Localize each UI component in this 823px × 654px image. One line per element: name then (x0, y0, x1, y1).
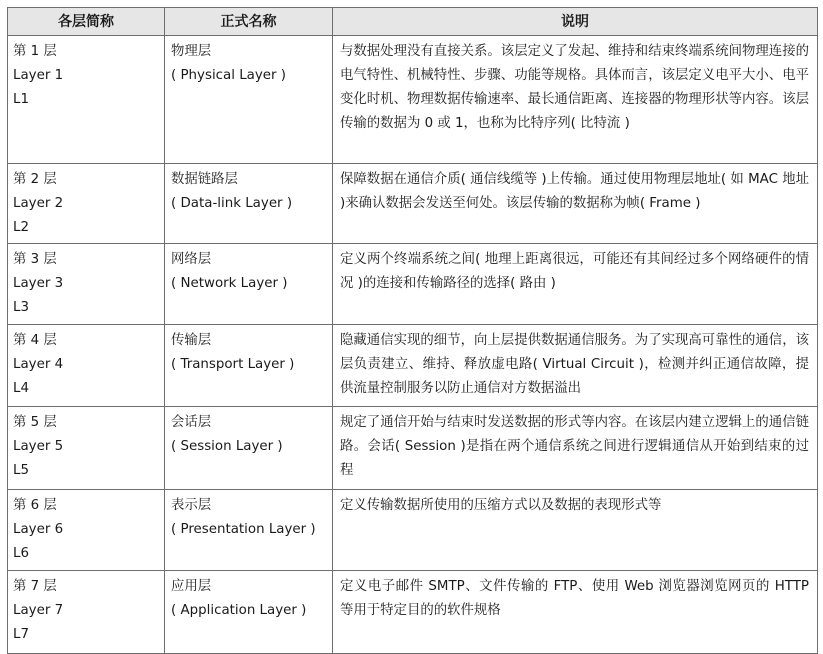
cell-formal-name (165, 36, 333, 164)
osi-layer-table (7, 7, 818, 654)
cell-formal-name (165, 407, 333, 490)
table-row (8, 164, 818, 244)
name-line: ( Transport Layer ) (171, 357, 295, 372)
abbr-line: L6 (13, 546, 29, 561)
cell-formal-name (165, 325, 333, 407)
abbr-line: 第 2 层 (13, 172, 57, 187)
abbr-line: Layer 3 (13, 276, 64, 291)
table-row (8, 325, 818, 407)
abbr-line: Layer 5 (13, 439, 64, 454)
cell-formal-name (165, 244, 333, 325)
cell-formal-name (165, 490, 333, 571)
abbr-line: L7 (13, 627, 29, 642)
name-line: 网络层 (171, 252, 212, 267)
table-row (8, 244, 818, 325)
header-description: 说明 (333, 8, 818, 36)
osi-layer-table-container (7, 7, 817, 654)
name-line: 表示层 (171, 498, 212, 513)
abbr-line: L5 (13, 463, 29, 478)
abbr-line: Layer 2 (13, 196, 64, 211)
name-line: ( Application Layer ) (171, 603, 307, 618)
name-line: 数据链路层 (171, 172, 238, 187)
abbr-line: L4 (13, 381, 29, 396)
abbr-line: 第 5 层 (13, 415, 57, 430)
abbr-line: Layer 1 (13, 68, 64, 83)
abbr-line: Layer 4 (13, 357, 64, 372)
header-formal-name: 正式名称 (165, 8, 333, 36)
name-line: 会话层 (171, 415, 212, 430)
cell-formal-name (165, 571, 333, 654)
abbr-line: L3 (13, 300, 29, 315)
name-line: 应用层 (171, 579, 212, 594)
cell-abbr (8, 407, 165, 490)
abbr-line: 第 4 层 (13, 333, 57, 348)
cell-description: 定义电子邮件 SMTP、文件传输的 FTP、使用 Web 浏览器浏览网页的 HTTP 等用于特定目的的软件规格 (333, 571, 818, 654)
abbr-line: Layer 6 (13, 522, 64, 537)
name-line: ( Network Layer ) (171, 276, 288, 291)
name-line: ( Session Layer ) (171, 439, 283, 454)
cell-abbr (8, 490, 165, 571)
cell-description: 保障数据在通信介质( 通信线缆等 )上传输。通过使用物理层地址( 如 MAC 地址 )来确认数据会发送至何处。该层传输的数据称为帧( Frame ) (333, 164, 818, 244)
name-line: ( Physical Layer ) (171, 68, 287, 83)
cell-abbr (8, 164, 165, 244)
header-abbr: 各层简称 (8, 8, 165, 36)
abbr-line: L2 (13, 220, 29, 235)
cell-abbr (8, 36, 165, 164)
abbr-line: 第 1 层 (13, 44, 57, 59)
abbr-line: 第 7 层 (13, 579, 57, 594)
cell-description: 规定了通信开始与结束时发送数据的形式等内容。在该层内建立逻辑上的通信链路。会话( Session )是指在两个通信系统之间进行逻辑通信从开始到结束的过程 (333, 407, 818, 490)
cell-description: 定义两个终端系统之间( 地理上距离很远，可能还有其间经过多个网络硬件的情况 )的连接和传输路径的选择( 路由 ) (333, 244, 818, 325)
name-line: ( Data-link Layer ) (171, 196, 293, 211)
cell-description: 隐藏通信实现的细节，向上层提供数据通信服务。为了实现高可靠性的通信，该层负责建立、维持、释放虚电路( Virtual Circuit )，检测并纠正通信故障，提供流量控制服务以防止通信对方数据溢出 (333, 325, 818, 407)
cell-formal-name (165, 164, 333, 244)
abbr-line: 第 6 层 (13, 498, 57, 513)
cell-abbr (8, 244, 165, 325)
cell-abbr (8, 571, 165, 654)
cell-description: 与数据处理没有直接关系。该层定义了发起、维持和结束终端系统间物理连接的电气特性、机械特性、步骤、功能等规格。具体而言，该层定义电平大小、电平变化时机、物理数据传输速率、最长通信距离、连接器的物理形状等内容。该层传输的数据为 0 或 1，也称为比特序列( 比特流 ) (333, 36, 818, 164)
table-header-row (8, 8, 818, 36)
name-line: ( Presentation Layer ) (171, 522, 316, 537)
table-row (8, 571, 818, 654)
abbr-line: 第 3 层 (13, 252, 57, 267)
name-line: 传输层 (171, 333, 212, 348)
table-row (8, 36, 818, 164)
cell-description: 定义传输数据所使用的压缩方式以及数据的表现形式等 (333, 490, 818, 571)
cell-abbr (8, 325, 165, 407)
table-row (8, 407, 818, 490)
name-line: 物理层 (171, 44, 212, 59)
abbr-line: L1 (13, 92, 29, 107)
table-row (8, 490, 818, 571)
abbr-line: Layer 7 (13, 603, 64, 618)
